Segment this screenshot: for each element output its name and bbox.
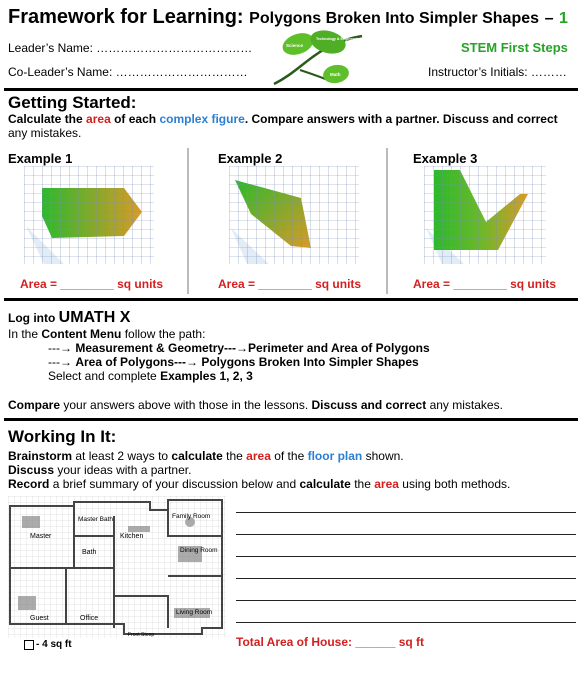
logo-tech-text: Technology & Engineering <box>316 37 362 41</box>
example-2-figure <box>229 166 359 264</box>
umath-x-name: UMATH X <box>58 309 131 326</box>
example-divider-2 <box>386 148 388 294</box>
room-living-label: Living Room <box>176 609 213 616</box>
coleader-name-field[interactable]: Co-Leader’s Name: …………………………… <box>8 65 248 79</box>
room-kitchen-label: Kitchen <box>120 533 144 540</box>
content-menu-line: In the Content Menu follow the path: <box>8 327 206 341</box>
leader-name-field[interactable]: Leader’s Name: ………………………………… <box>8 41 253 55</box>
select-examples-line: Select and complete Examples 1, 2, 3 <box>48 369 253 383</box>
instructor-initials-field[interactable]: Instructor’s Initials: ……… <box>428 65 567 79</box>
room-bath-label: Bath <box>82 549 97 556</box>
room-master-label: Master <box>30 533 52 540</box>
title-number: 1 <box>559 10 568 27</box>
answer-line-4[interactable] <box>236 578 576 579</box>
path-step-2: ---→ Area of Polygons---→ Polygons Broken Into Simpler Shapes <box>48 355 419 369</box>
title-main: Framework for Learning: <box>8 6 244 28</box>
compare-answers-line: Compare your answers above with those in the lessons. Discuss and correct any mistakes. <box>8 398 503 412</box>
example-2-area-answer[interactable]: Area = ________ sq units <box>218 277 362 291</box>
path-step-1: ---→ Measurement & Geometry---→Perimeter and Area of Polygons <box>48 341 430 355</box>
answer-line-2[interactable] <box>236 534 576 535</box>
log-in-line: Log into UMATH X <box>8 309 131 326</box>
room-dining-label: Dining Room <box>180 547 218 554</box>
example-divider-1 <box>187 148 189 294</box>
answer-line-1[interactable] <box>236 512 576 513</box>
room-master-bath-label: Master Bath <box>78 516 114 523</box>
scale-legend: - 4 sq ft <box>36 639 72 650</box>
room-family-label: Family Room <box>172 513 211 520</box>
header-divider <box>4 88 578 91</box>
room-guest-label: Guest <box>30 615 49 622</box>
example-1-area-answer[interactable]: Area = ________ sq units <box>20 277 164 291</box>
working-in-it-heading: Working In It: <box>8 427 117 446</box>
getting-started-heading: Getting Started: <box>8 93 137 112</box>
stem-logo-icon <box>270 26 366 88</box>
discuss-line: Discuss your ideas with a partner. <box>8 463 192 477</box>
example-3-title: Example 3 <box>413 151 478 166</box>
example-1-figure <box>24 166 154 264</box>
answer-line-6[interactable] <box>236 622 576 623</box>
section-divider-1 <box>4 298 578 301</box>
logo-science-text: Science <box>286 43 304 48</box>
scale-square-icon <box>24 640 34 650</box>
example-2-title: Example 2 <box>218 151 283 166</box>
section-divider-2 <box>4 418 578 421</box>
example-3-figure <box>424 166 546 264</box>
total-area-answer[interactable]: Total Area of House: ______ sq ft <box>236 635 425 649</box>
record-line: Record a brief summary of your discussion below and calculate the area using both methods. <box>8 477 511 491</box>
answer-line-5[interactable] <box>236 600 576 601</box>
answer-line-3[interactable] <box>236 556 576 557</box>
porch-label: Front Stoop <box>128 632 155 638</box>
example-3-area-answer[interactable]: Area = ________ sq units <box>413 277 557 291</box>
room-office-label: Office <box>80 615 99 622</box>
getting-started-instructions: Calculate the area of each complex figure. Compare answers with a partner. Discuss and correct any mistakes. <box>8 112 558 140</box>
title-sub: Polygons Broken Into Simpler Shapes <box>249 10 540 27</box>
brainstorm-line: Brainstorm at least 2 ways to calculate the area of the floor plan shown. <box>8 449 404 463</box>
floor-plan-figure <box>8 496 226 638</box>
title-dash: – <box>544 10 554 27</box>
example-1-title: Example 1 <box>8 151 73 166</box>
stem-label: STEM First Steps <box>461 40 568 55</box>
logo-math-text: Math <box>330 72 341 77</box>
